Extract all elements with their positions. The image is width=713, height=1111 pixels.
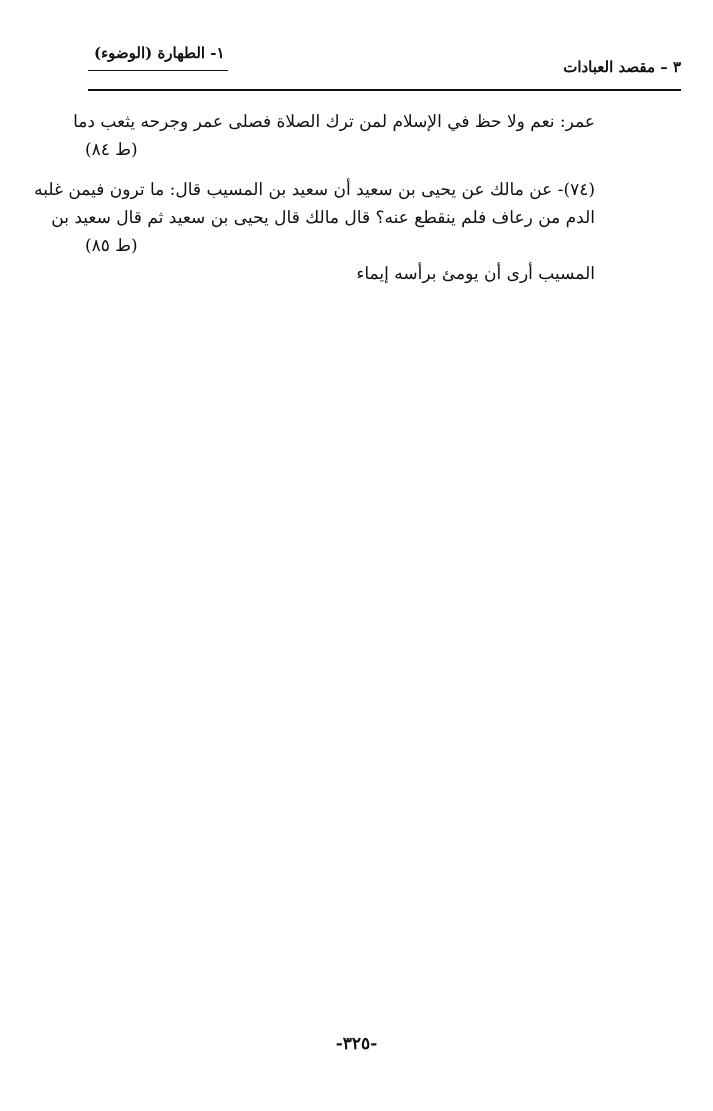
paragraph-2-line-1: (٧٤)- عن مالك عن يحيى بن سعيد أن سعيد بن المسيب قال: ما ترون فيمن غلبه — [34, 180, 595, 200]
paragraph-1-reference-line — [85, 136, 595, 164]
header-underline — [88, 70, 228, 71]
paragraph-2-line-2: الدم من رعاف فلم ينقطع عنه؟ قال مالك قال يحيى بن سعيد ثم قال سعيد بن — [51, 208, 595, 228]
paragraph-2-line-3: المسيب أرى أن يومئ برأسه إيماء — [356, 264, 595, 284]
paragraph-2 — [34, 176, 595, 288]
header-divider — [88, 89, 681, 91]
paragraph-1-line-1: عمر: نعم ولا حظ في الإسلام لمن ترك الصلاة فصلى عمر وجرحه يثعب دما — [73, 112, 595, 132]
paragraph-1 — [73, 108, 595, 164]
page-number: -٣٢٥- — [335, 1034, 378, 1054]
paragraph-2-reference: (ط ٨٥) — [85, 236, 138, 256]
paragraph-1-reference: (ط ٨٤) — [85, 140, 138, 160]
subsection-header: ١- الطهارة (الوضوء) — [94, 44, 225, 62]
paragraph-2-reference-line — [85, 232, 595, 260]
section-header: ٣ – مقصد العبادات — [563, 58, 681, 76]
